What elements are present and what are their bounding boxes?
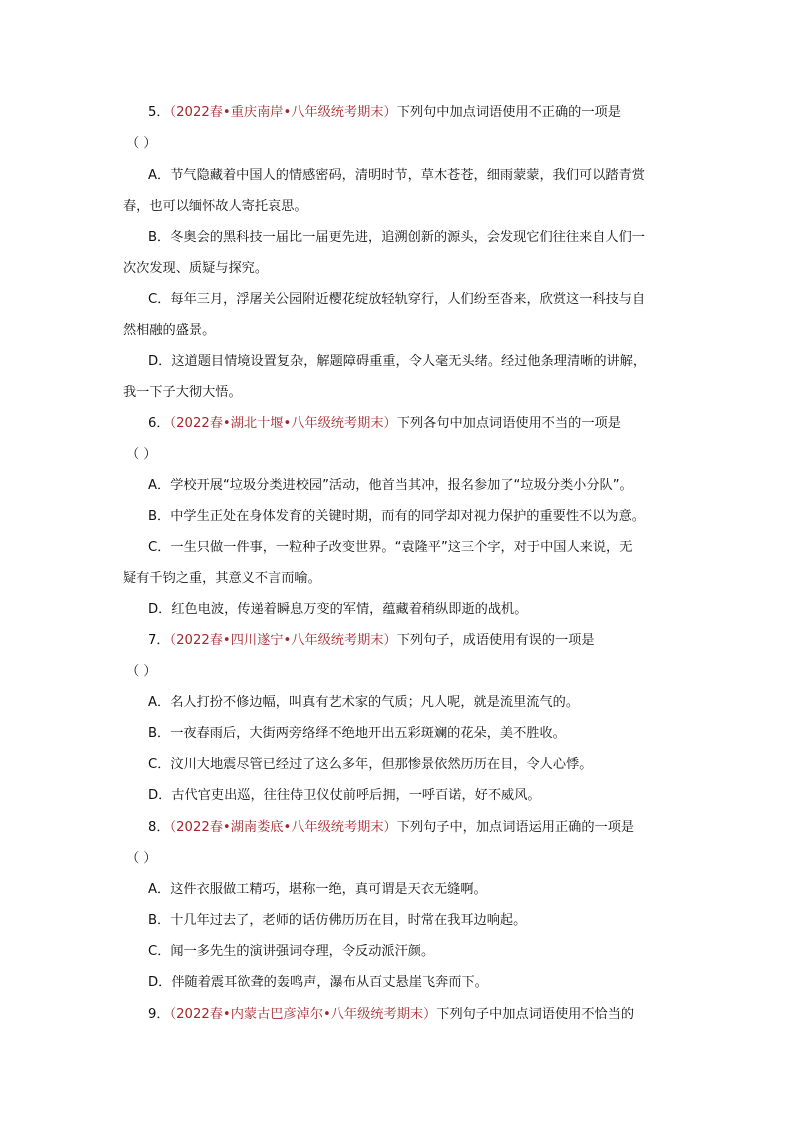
option-a-continued: 春，也可以缅怀故人寄托哀思。: [123, 199, 308, 214]
question-stem: 下列句子，成语使用有误的一项是: [396, 633, 595, 648]
option-a: A．名人打扮不修边幅，叫真有艺术家的气质；凡人呢，就是流里流气的。: [148, 695, 580, 710]
option-a: A．学校开展“垃圾分类进校园”活动，他首当其冲，报名参加了“垃圾分类小分队”。: [148, 478, 633, 493]
answer-blank: （ ）: [126, 136, 157, 151]
option-c: C．一生只做一件事，一粒种子改变世界。“袁隆平”这三个字，对于中国人来说，无: [148, 540, 633, 555]
question-9-header: [148, 1005, 634, 1025]
option-a: A．这件衣服做工精巧，堪称一绝，真可谓是天衣无缝啊。: [148, 882, 487, 897]
option-b: B．十几年过去了，老师的话仿佛历历在目，时常在我耳边响起。: [148, 913, 527, 928]
question-number: 5．: [148, 105, 170, 120]
option-d: D．古代官吏出巡，往往侍卫仪仗前呼后拥，一呼百诺，好不威风。: [148, 788, 541, 803]
option-d-continued: 我一下子大彻大悟。: [123, 385, 242, 400]
question-stem: 下列句子中加点词语使用不恰当的: [436, 1007, 635, 1022]
option-d: D．红色电波，传递着瞬息万变的军情，蕴藏着稍纵即逝的战机。: [148, 602, 528, 617]
question-source: （2022春•重庆南岸•八年级统考期末）: [169, 105, 397, 120]
question-source: （2022春•四川遂宁•八年级统考期末）: [169, 633, 397, 648]
question-stem: 下列句子中，加点词语运用正确的一项是: [396, 820, 635, 835]
question-8-header: [148, 818, 634, 838]
question-number: 8．: [148, 820, 170, 835]
option-b: B．冬奥会的黑科技一届比一届更先进，追溯创新的源头，会发现它们往往来自人们一: [148, 230, 645, 245]
question-6-header: [148, 414, 621, 434]
option-c: C．闻一多先生的演讲强词夺理，令反动派汗颜。: [148, 944, 435, 959]
option-d: D．伴随着震耳欲聋的轰鸣声，瀑布从百丈悬崖飞奔而下。: [148, 975, 488, 990]
option-a: A．节气隐藏着中国人的情感密码，清明时节，草木苍苍，细雨蒙蒙，我们可以踏青赏: [148, 168, 645, 183]
option-c-continued: 疑有千钧之重，其意义不言而喻。: [123, 571, 321, 586]
question-7-header: [148, 631, 595, 651]
question-source: （2022春•内蒙古巴彦淖尔•八年级统考期末）: [169, 1007, 437, 1022]
answer-blank: （ ）: [126, 447, 157, 462]
question-number: 7．: [148, 633, 170, 648]
option-c: C．每年三月，浮屠关公园附近樱花绽放轻轨穿行，人们纷至沓来，欣赏这一科技与自: [148, 292, 646, 307]
option-c-continued: 然相融的盛景。: [123, 323, 216, 338]
question-number: 6．: [148, 416, 170, 431]
answer-blank: （ ）: [126, 851, 157, 866]
question-source: （2022春•湖北十堰•八年级统考期末）: [169, 416, 397, 431]
option-b-continued: 次次发现、质疑与探究。: [123, 261, 269, 276]
question-source: （2022春•湖南娄底•八年级统考期末）: [169, 820, 397, 835]
question-number: 9．: [148, 1007, 170, 1022]
option-b: B．中学生正处在身体发育的关键时期，而有的同学却对视力保护的重要性不以为意。: [148, 509, 645, 524]
option-d: D．这道题目情境设置复杂，解题障碍重重，令人毫无头绪。经过他条理清晰的讲解，: [148, 354, 647, 369]
question-stem: 下列各句中加点词语使用不当的一项是: [396, 416, 621, 431]
option-c: C．汶川大地震尽管已经过了这么多年，但那惨景依然历历在目，令人心悸。: [148, 757, 593, 772]
question-stem: 下列句中加点词语使用不正确的一项是: [396, 105, 621, 120]
question-5-header: [148, 103, 621, 123]
option-b: B．一夜春雨后，大街两旁络绎不绝地开出五彩斑斓的花朵，美不胜收。: [148, 726, 566, 741]
answer-blank: （ ）: [126, 664, 157, 679]
